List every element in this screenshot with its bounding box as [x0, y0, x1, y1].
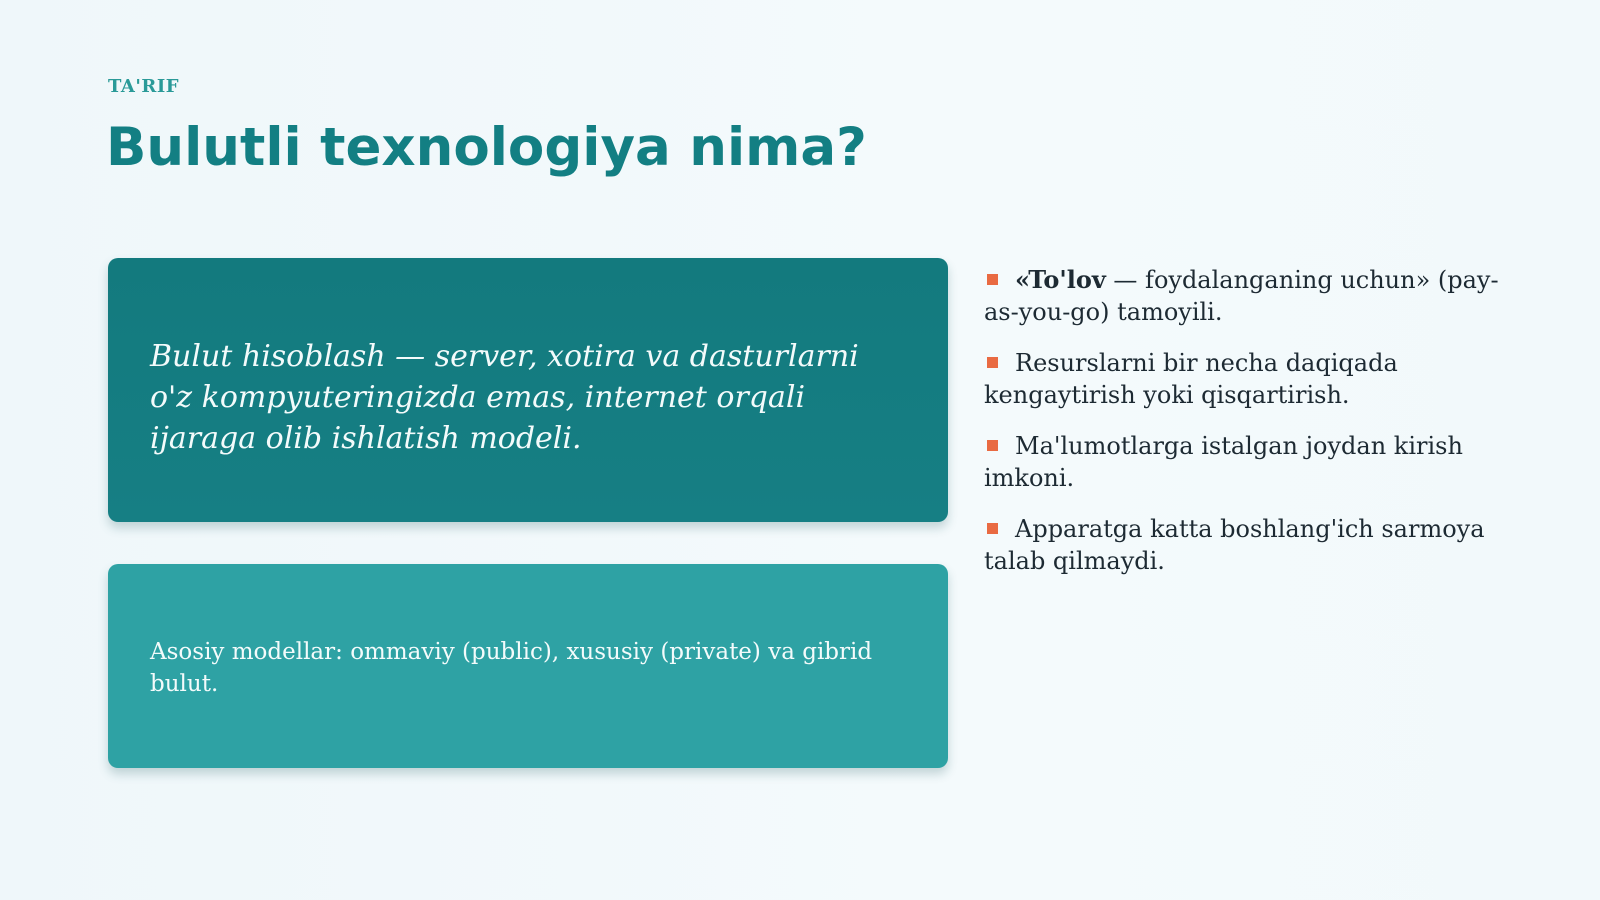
benefit-text: — foydalanganing uchun» (pay-as-you-go) tamoyili. [984, 266, 1499, 326]
slide-title: Bulutli texnologiya nima? [106, 117, 867, 178]
benefit-item [984, 264, 1514, 328]
square-bullet-icon [987, 274, 998, 285]
definition-card [108, 258, 948, 522]
benefit-text: Ma'lumotlarga istalgan joydan kirish imkoni. [984, 432, 1463, 492]
models-card [108, 564, 948, 768]
benefit-text: Apparatga katta boshlang'ich sarmoya talab qilmaydi. [984, 515, 1485, 575]
models-text: Asosiy modellar: ommaviy (public), xususiy (private) va gibrid bulut. [150, 639, 873, 697]
square-bullet-icon [987, 523, 998, 534]
benefit-text: Resurslarni bir necha daqiqada kengaytirish yoki qisqartirish. [984, 349, 1398, 409]
benefit-item [984, 430, 1514, 494]
benefit-bold-text: «To'lov [1015, 265, 1106, 294]
benefit-item [984, 513, 1514, 577]
benefits-list [984, 264, 1514, 596]
definition-text: Bulut hisoblash — server, xotira va dasturlarni o'z kompyuteringizda emas, internet orqali ijaraga olib ishlatish modeli. [150, 339, 859, 456]
square-bullet-icon [987, 440, 998, 451]
square-bullet-icon [987, 357, 998, 368]
benefit-item [984, 347, 1514, 411]
eyebrow-label: TA'RIF [108, 76, 180, 97]
